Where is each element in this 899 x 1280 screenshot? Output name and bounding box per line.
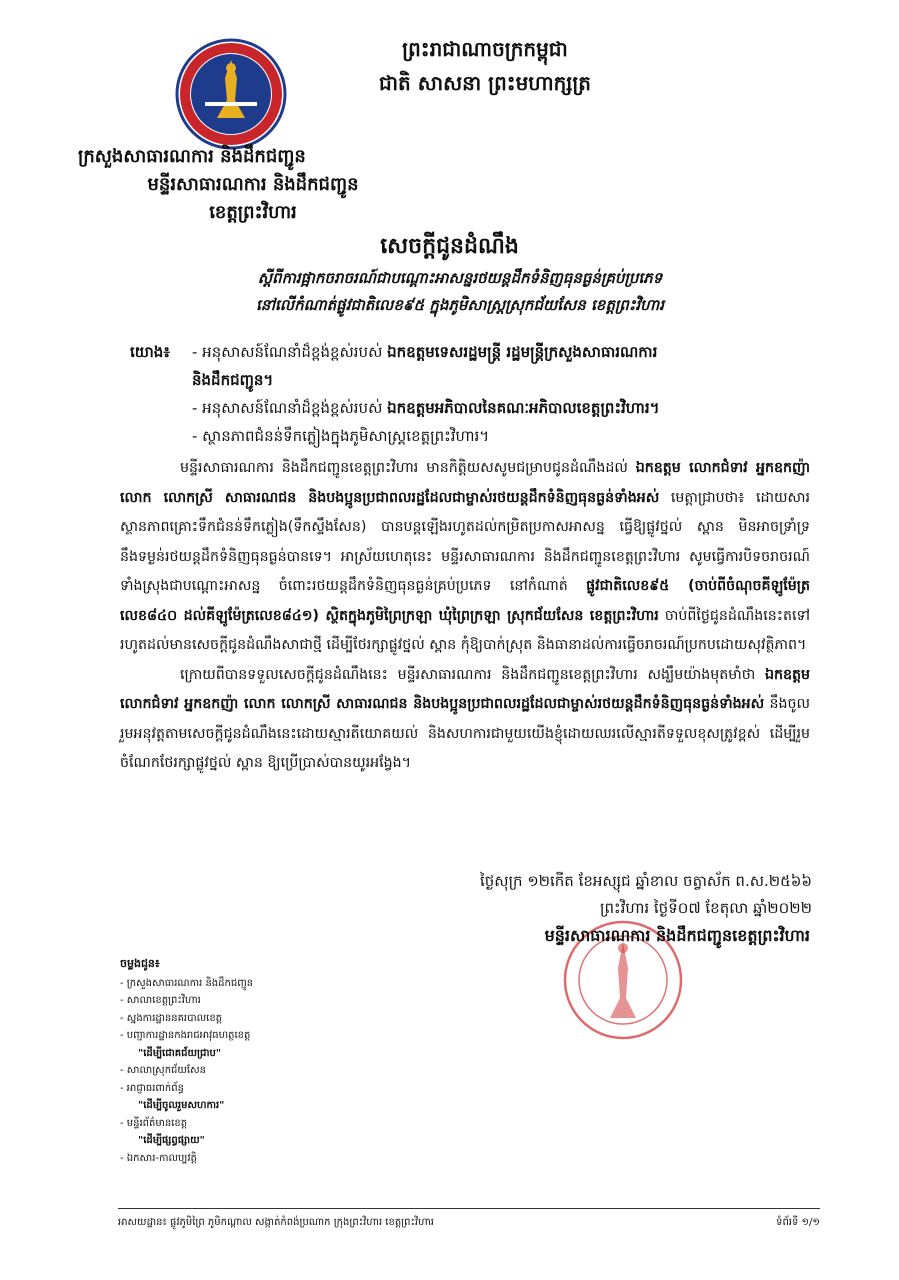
list-item: - អាជ្ញាធរពាក់ព័ន្ធ (120, 1080, 420, 1098)
references (130, 338, 810, 450)
body-paragraph-2 (120, 661, 810, 779)
lunar-date: ថ្ងៃសុក្រ ១២កើត ខែអស្សុជ ឆ្នាំខាល ចត្វាស័ក ព.ស.២៥៦៦ (480, 872, 812, 890)
page-number: ទំព័រទី ១/១ (776, 1217, 820, 1228)
cc-items (120, 975, 420, 1168)
ministry-line1: ក្រសួងសាធារណការ និងដឹកជញ្ជូន (78, 146, 306, 167)
ministry-header (78, 143, 418, 227)
ministry-line3: ខេត្តព្រះវិហារ (209, 202, 297, 223)
ministry-logo (175, 38, 287, 150)
cc-note: "ដើម្បីផ្សព្វផ្សាយ" (138, 1135, 205, 1146)
cc-list (120, 955, 420, 1167)
p1-audience: ឯកឧត្តម លោកជំទាវ អ្នកឧកញ៉ា លោក លោកស្រី សាធារណជន និងបងប្អូនប្រជាពលរដ្ឋដែលជាម្ចាស់រថយន្ដដឹកទំនិញធុនធ្ងន់ទាំងអស់ (120, 460, 811, 506)
p2-audience: ឯកឧត្តម លោកជំទាវ អ្នកឧកញ៉ា លោក លោកស្រី សាធារណជន និងបងប្អូនប្រជាពលរដ្ឋដែលជាម្ចាស់រថយន្តដឹកទំនិញធុនធ្ងន់ទាំងអស់ (120, 666, 810, 712)
document-subject (100, 265, 820, 319)
cc-note: "ដើម្បីជោគជ័យជ្រាប" (138, 1047, 222, 1059)
list-item: - មន្ទីរព័ត៌មានខេត្ត (120, 1115, 420, 1133)
references-label: យោង៖ (130, 343, 170, 361)
p2-closing: នឹងចូលរួមអនុវត្តតាមសេចក្ដីជូនដំណឹងនេះដោយស្មារតីយោគយល់ និងសហការជាមួយយើងខ្ញុំដោយឈរលើស្មារតីទទួលខុសត្រូវខ្ពស់ ដើម្បីរួមចំណែកថែរក្សាផ្លូវថ្នល់ ស្ពាន ឱ្យប្រើប្រាស់បានយូរអង្វែង។ (120, 696, 810, 771)
reference-1-text: - អនុសាសន៍ណែនាំដ៏ខ្ពង់ខ្ពស់របស់ (192, 343, 383, 361)
p1-reason: មេត្តាជ្រាបថា៖ ដោយសារស្ថានភាពគ្រោះទឹកជំនន់ទឹកភ្លៀង(ទឹកស្ទឹងសែន) បានបន្តឡើងរហូតដល់កម្រិតប្រកាសអាសន្ន ធ្វើឱ្យផ្លូវថ្នល់ ស្ពាន មិនអាចទ្រាំទ្រនឹងទម្ងន់រថយន្តដឹកទំនិញធុនធ្ងន់បានទេ។ អាស្រ័យហេតុនេះ មន្ទីរសាធារណការ និងដឹកជញ្ជូនខេត្តព្រះវិហារ សូមធ្វើការបិទចរាចរណ៍ទាំងស្រុងជាបណ្ដោះអាសន្ន ចំពោះរថយន្តដឹកទំនិញធុនធ្ងន់គ្រប់ប្រភេទ នៅកំណាត់ (120, 489, 810, 594)
date-block (452, 868, 812, 922)
reference-1-authority: ឯកឧត្ដមទេសរដ្ឋមន្ត្រី រដ្ឋមន្ត្រីក្រសួងសាធារណការ (387, 343, 658, 361)
list-item: - បញ្ជាការដ្ឋានកងរាជអាវុធហត្ថខេត្ត (120, 1027, 420, 1045)
reference-2-authority: ឯកឧត្ដមអភិបាលនៃគណៈអភិបាលខេត្តព្រះវិហារ។ (387, 399, 660, 417)
list-item: - ស្នងការដ្ឋាននគរបាលខេត្ត (120, 1010, 420, 1028)
cc-note: "ដើម្បីចូលរួមសហការ" (138, 1100, 225, 1111)
p1-road-segment: ផ្លូវជាតិលេខ៩៥ (ចាប់ពីចំណុចគីឡូម៉ែត្រលេខ៨៤០ ដល់គីឡូម៉ែត្រលេខ៨៤១) ស្ថិតក្នុងភូមិព្រៃក្រឡា ឃុំព្រៃក្រឡា ស្រុកជ័យសែន ខេត្តព្រះវិហារ (120, 578, 811, 624)
p1-duration: ចាប់ពីថ្ងៃជូនដំណឹងនេះតទៅ រហូតដល់មានសេចក្ដីជូនដំណឹងសាជាថ្មី ដើម្បីថែរក្សាផ្លូវថ្នល់ ស្ពាន កុំឱ្យបាក់ស្រុត និងធានាដល់ការធ្វើចរាចរណ៍ប្រកបដោយសុវត្ថិភាព។ (120, 607, 810, 653)
solar-date: ព្រះវិហារ ថ្ងៃទី០៧ ខែតុលា ឆ្នាំ២០២២ (600, 899, 812, 917)
list-item: - ឯកសារ-កាលប្បវត្តិ (120, 1150, 420, 1168)
reference-3: - ស្ថានភាពជំនន់ទឹកភ្លៀងក្នុងភូមិសាស្ត្រខេត្តព្រះវិហារ។ (192, 427, 490, 445)
ministry-line2: មន្ទីរសាធារណការ និងដឹកជញ្ជូន (147, 174, 359, 195)
list-item: - ក្រសួងសាធារណការ និងដឹកជញ្ជូន (120, 975, 420, 993)
footer-divider (118, 1208, 820, 1209)
subject-line1: ស្ដីពីការផ្អាកចរាចរណ៍ជាបណ្ដោះអាសន្នរថយន្ដដឹកទំនិញធុនធ្ងន់គ្រប់ប្រភេទ (257, 269, 663, 287)
kingdom-line1: ព្រះរាជាណាចក្រកម្ពុជា (402, 37, 568, 61)
reference-2 (130, 394, 810, 422)
document-body (120, 454, 810, 779)
kingdom-header (340, 32, 630, 100)
p2-intro: ក្រោយពីបានទទួលសេចក្ដីជូនដំណឹងនេះ មន្ទីរសាធារណការ និងដឹកជញ្ជូនខេត្តព្រះវិហារ សង្ឃឹមយ៉ាងមុតមាំថា (180, 666, 756, 683)
kingdom-line2: ជាតិ សាសនា ព្រះមហាក្សត្រ (379, 71, 591, 95)
subject-line2: នៅលើកំណាត់ផ្លូវជាតិលេខ៩៥ ក្នុងភូមិសាស្ត្រស្រុកជ័យសែន ខេត្តព្រះវិហារ (255, 296, 664, 314)
list-item: - សាលាខេត្តព្រះវិហារ (120, 992, 420, 1010)
ministry-logo-icon (175, 38, 287, 150)
reference-1 (130, 338, 810, 366)
reference-1-authority-cont: និងដឹកជញ្ជូន។ (192, 371, 274, 389)
p1-intro: មន្ទីរសាធារណការ និងដឹកជញ្ជូនខេត្តព្រះវិហារ មានកិត្តិយសសូមជម្រាបជូនដំណឹងដល់ (180, 460, 628, 476)
footer-address: អាសយដ្ឋាន៖ ផ្លូវភូមិព្រៃ ភូមិកណ្ដាល សង្កាត់កំពង់ប្រណាក ក្រុងព្រះវិហារ ខេត្តព្រះវិហារ (118, 1217, 434, 1228)
body-paragraph-1 (120, 454, 810, 661)
reference-2-text: - អនុសាសន៍ណែនាំដ៏ខ្ពង់ខ្ពស់របស់ (192, 399, 383, 417)
cc-title: ចម្លងជូន៖ (120, 957, 160, 970)
reference-1-continued (130, 366, 810, 394)
signer-name: មន្ទីរសាធារណការ និងដឹកជញ្ជូនខេត្តព្រះវិហារ (544, 926, 810, 945)
document-title: សេចក្ដីជូនដំណឹង (380, 233, 519, 259)
list-item: - សាលាស្រុកជ័យសែន (120, 1062, 420, 1080)
